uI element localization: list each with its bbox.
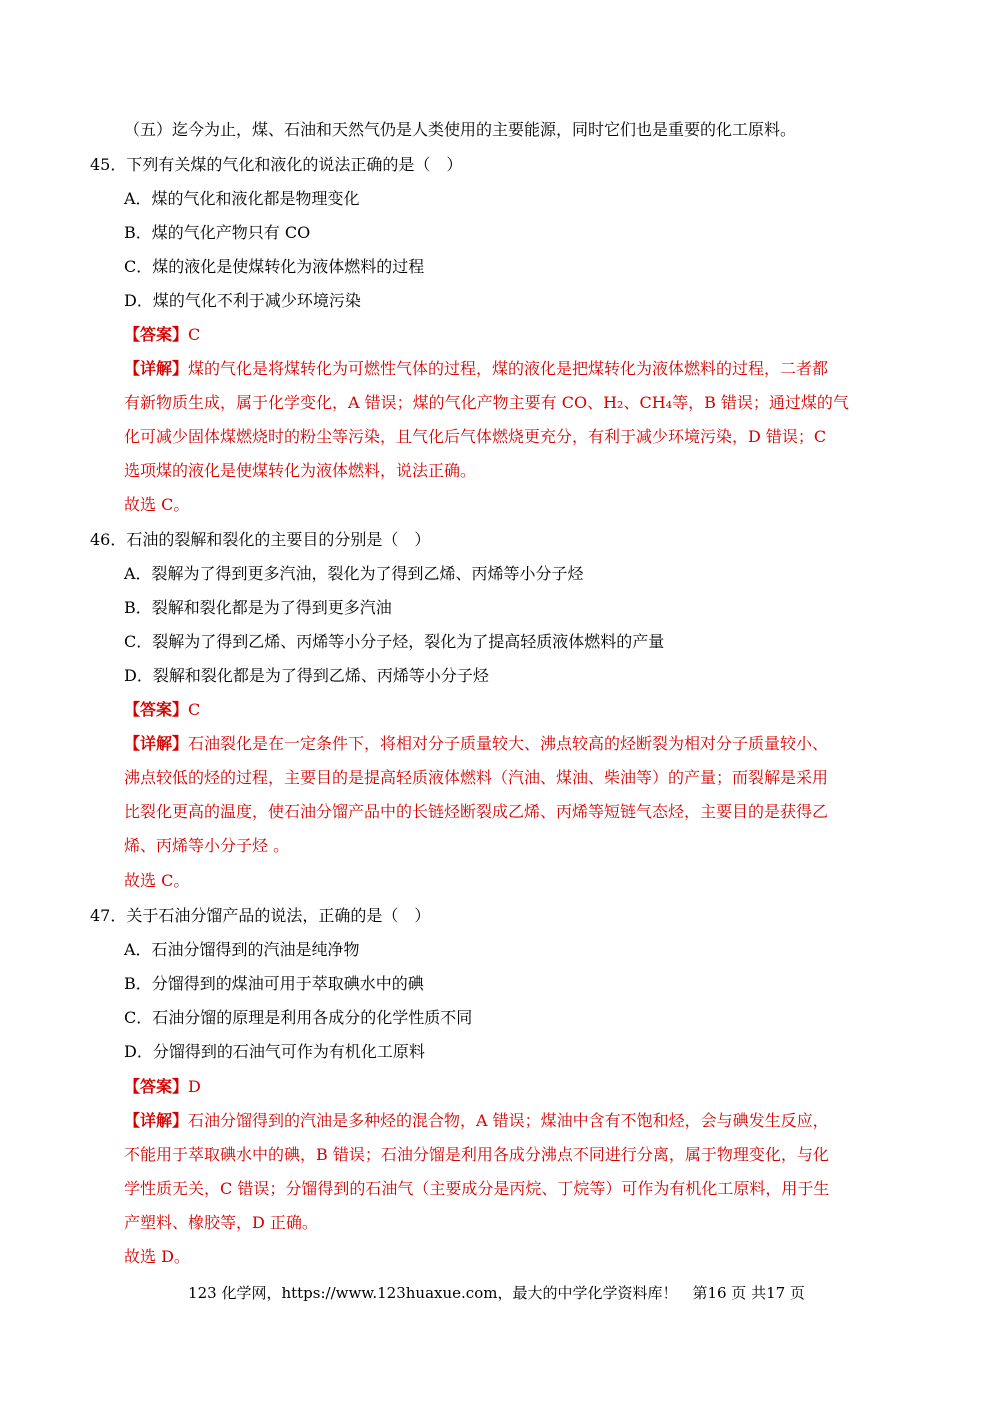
q46-detail-line-3: 比裂化更高的温度，使石油分馏产品中的长链烃断裂成乙烯、丙烯等短链气态烃，主要目的是获得乙 bbox=[124, 802, 829, 821]
q46-option-c: C．裂解为了得到乙烯、丙烯等小分子烃，裂化为了提高轻质液体燃料的产量 bbox=[124, 632, 665, 651]
q47-detail-line-2: 不能用于萃取碘水中的碘，B 错误；石油分馏是利用各成分沸点不同进行分离，属于物理变化，与化 bbox=[124, 1145, 829, 1164]
q47-option-a: A．石油分馏得到的汽油是纯净物 bbox=[124, 940, 360, 959]
q46-option-a: A．裂解为了得到更多汽油，裂化为了得到乙烯、丙烯等小分子烃 bbox=[124, 564, 584, 583]
answer-tag: 【答案】 bbox=[124, 1077, 189, 1096]
q45-conclusion: 故选 C。 bbox=[124, 495, 190, 514]
q45-detail-line-1 bbox=[124, 359, 828, 379]
q46-answer bbox=[124, 700, 200, 720]
q46-detail-line-4: 烯、丙烯等小分子烃 。 bbox=[124, 836, 290, 855]
q45-option-d: D．煤的气化不利于减少环境污染 bbox=[124, 291, 361, 310]
answer-tag: 【答案】 bbox=[124, 700, 189, 719]
question-45-stem: 45．下列有关煤的气化和液化的说法正确的是（ ） bbox=[90, 155, 463, 174]
detail-tag: 【详解】 bbox=[124, 1111, 189, 1130]
q47-conclusion: 故选 D。 bbox=[124, 1247, 190, 1266]
q45-answer bbox=[124, 325, 200, 345]
detail-text: 石油裂化是在一定条件下，将相对分子质量较大、沸点较高的烃断裂为相对分子质量较小、 bbox=[188, 734, 829, 753]
section-intro: （五）迄今为止，煤、石油和天然气仍是人类使用的主要能源，同时它们也是重要的化工原料。 bbox=[124, 120, 797, 139]
page-footer: 123 化学网，https://www.123huaxue.com，最大的中学化学资料库！ 第16 页 共17 页 bbox=[188, 1284, 805, 1302]
q45-detail-line-3: 化可减少固体煤燃烧时的粉尘等污染，且气化后气体燃烧更充分，有利于减少环境污染，D 错误；C bbox=[124, 427, 827, 446]
q47-answer bbox=[124, 1077, 201, 1097]
detail-tag: 【详解】 bbox=[124, 734, 189, 753]
answer-value: C bbox=[188, 700, 201, 719]
answer-tag: 【答案】 bbox=[124, 325, 189, 344]
q45-option-c: C．煤的液化是使煤转化为液体燃料的过程 bbox=[124, 257, 425, 276]
q47-option-c: C．石油分馏的原理是利用各成分的化学性质不同 bbox=[124, 1008, 473, 1027]
q47-detail-line-4: 产塑料、橡胶等，D 正确。 bbox=[124, 1213, 318, 1232]
q46-option-b: B．裂解和裂化都是为了得到更多汽油 bbox=[124, 598, 392, 617]
q47-detail-line-1 bbox=[124, 1111, 829, 1131]
answer-value: C bbox=[188, 325, 201, 344]
detail-tag: 【详解】 bbox=[124, 359, 189, 378]
q45-option-b: B．煤的气化产物只有 CO bbox=[124, 223, 311, 242]
q46-option-d: D．裂解和裂化都是为了得到乙烯、丙烯等小分子烃 bbox=[124, 666, 489, 685]
q47-option-b: B．分馏得到的煤油可用于萃取碘水中的碘 bbox=[124, 974, 424, 993]
answer-value: D bbox=[188, 1077, 201, 1096]
question-47-stem: 47．关于石油分馏产品的说法，正确的是（ ） bbox=[90, 906, 431, 925]
detail-text: 石油分馏得到的汽油是多种烃的混合物，A 错误；煤油中含有不饱和烃，会与碘发生反应， bbox=[188, 1111, 829, 1130]
detail-text: 煤的气化是将煤转化为可燃性气体的过程，煤的液化是把煤转化为液体燃料的过程，二者都 bbox=[188, 359, 829, 378]
question-46-stem: 46．石油的裂解和裂化的主要目的分别是（ ） bbox=[90, 530, 431, 549]
q45-detail-line-2: 有新物质生成，属于化学变化，A 错误；煤的气化产物主要有 CO、H₂、CH₄等，B 错误；通过煤的气 bbox=[124, 393, 849, 412]
q46-detail-line-1 bbox=[124, 734, 828, 754]
q47-detail-line-3: 学性质无关，C 错误；分馏得到的石油气（主要成分是丙烷、丁烷等）可作为有机化工原料，用于生 bbox=[124, 1179, 830, 1198]
q45-detail-line-4: 选项煤的液化是使煤转化为液体燃料，说法正确。 bbox=[124, 461, 477, 480]
q46-conclusion: 故选 C。 bbox=[124, 871, 190, 890]
q47-option-d: D．分馏得到的石油气可作为有机化工原料 bbox=[124, 1042, 425, 1061]
q46-detail-line-2: 沸点较低的烃的过程，主要目的是提高轻质液体燃料（汽油、煤油、柴油等）的产量；而裂解是采用 bbox=[124, 768, 829, 787]
q45-option-a: A．煤的气化和液化都是物理变化 bbox=[124, 189, 360, 208]
